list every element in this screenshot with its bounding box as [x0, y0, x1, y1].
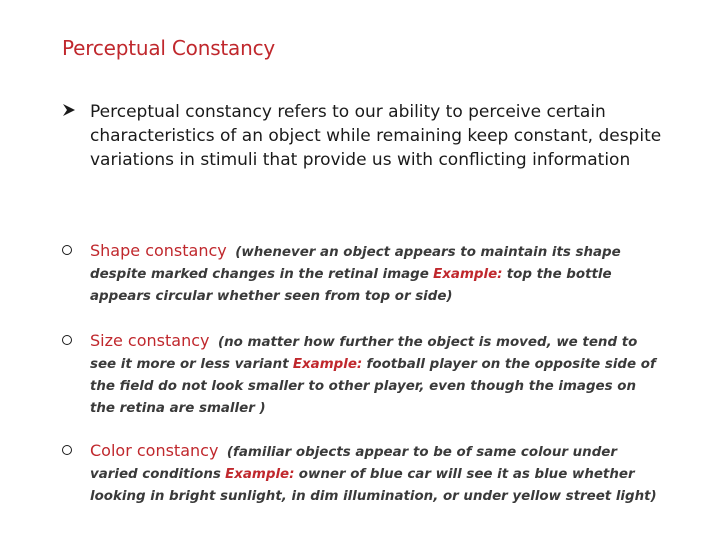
slide-title: Perceptual Constancy [62, 36, 276, 60]
term-label: Size constancy [90, 331, 210, 350]
list-item-shape-constancy [62, 240, 662, 308]
list-item-size-constancy [62, 330, 662, 420]
description-text: (whenever an object appears to maintain its shape despite marked changes in the retinal image [90, 245, 621, 282]
list-item-body [90, 440, 662, 508]
list-item-color-constancy [62, 440, 662, 508]
arrow-bullet-icon [62, 103, 76, 117]
list-item-body [90, 330, 662, 420]
list-item-body [90, 240, 662, 308]
term-label: Shape constancy [90, 241, 227, 260]
circle-bullet-icon [62, 335, 72, 345]
example-label: Example: [292, 357, 363, 372]
example-label: Example: [433, 267, 503, 282]
example-text: football player on the opposite side of the field do not look smaller to other player, even though the images on the retina are smaller ) [90, 357, 656, 416]
circle-bullet-icon [62, 245, 72, 255]
term-label: Color constancy [90, 441, 219, 460]
circle-bullet-icon [62, 445, 72, 455]
description-text: (no matter how further the object is moved, we tend to see it more or less variant [90, 335, 638, 372]
description-text: (familiar objects appear to be of same colour under varied conditions [90, 445, 617, 482]
example-text: owner of blue car will see it as blue whether looking in bright sunlight, in dim illumination, or under yellow street light) [90, 467, 657, 504]
example-label: Example: [225, 467, 295, 482]
main-bullet [62, 100, 662, 172]
example-text: top the bottle appears circular whether seen from top or side) [90, 267, 612, 304]
main-bullet-text: Perceptual constancy refers to our ability to perceive certain characteristics of an object while remaining keep constant, despite variations in stimuli that provide us with conflicting information [90, 102, 662, 170]
